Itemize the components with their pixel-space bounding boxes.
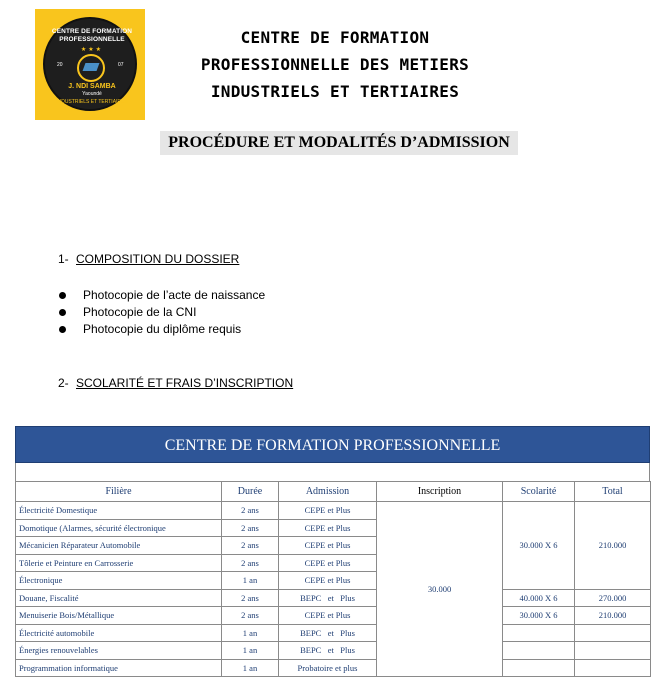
cell-inscription: 30.000	[377, 502, 503, 677]
logo-arc-bottom: INDUSTRIELS ET TERTIAIRES	[56, 99, 128, 105]
table-row	[16, 659, 651, 677]
page-title	[150, 24, 520, 105]
cell-duree: 1 an	[222, 624, 279, 642]
col-filiere: Filière	[16, 482, 222, 502]
table-spacer	[15, 463, 650, 481]
cell-admission: CEPE et Plus	[279, 519, 377, 537]
list-item: Photocopie de la CNI	[58, 304, 265, 321]
cell-admission: BEPC et Plus	[279, 589, 377, 607]
col-total: Total	[575, 482, 651, 502]
cell-scolarite	[503, 659, 575, 677]
cell-duree: 2 ans	[222, 554, 279, 572]
cell-duree: 2 ans	[222, 519, 279, 537]
cell-duree: 1 an	[222, 659, 279, 677]
cell-admission: CEPE et Plus	[279, 572, 377, 590]
cell-duree: 2 ans	[222, 502, 279, 520]
cell-filiere: Douane, Fiscalité	[16, 589, 222, 607]
cell-duree: 1 an	[222, 642, 279, 660]
cell-total	[575, 642, 651, 660]
cell-filiere: Électricité Domestique	[16, 502, 222, 520]
cell-admission: CEPE et Plus	[279, 554, 377, 572]
table-row	[16, 589, 651, 607]
logo-city: Yaoundé	[82, 91, 102, 97]
logo-year-right: 07	[118, 62, 124, 68]
table-row	[16, 607, 651, 625]
cell-filiere: Électronique	[16, 572, 222, 590]
cell-total	[575, 659, 651, 677]
table-row	[16, 642, 651, 660]
title-line-1: CENTRE DE FORMATION	[240, 28, 430, 47]
logo-top-text: CENTRE DE FORMATION PROFESSIONNELLE	[51, 28, 133, 43]
cell-admission: BEPC et Plus	[279, 642, 377, 660]
cell-scolarite-group: 30.000 X 6	[503, 502, 575, 590]
cell-duree: 2 ans	[222, 607, 279, 625]
cell-duree: 2 ans	[222, 537, 279, 555]
graduation-cap-icon	[77, 54, 105, 82]
section-label: SCOLARITÉ ET FRAIS D’INSCRIPTION	[76, 376, 294, 390]
list-item: Photocopie de l’acte de naissance	[58, 287, 265, 304]
cell-total: 210.000	[575, 607, 651, 625]
logo-emblem	[43, 17, 137, 111]
cell-admission: CEPE et Plus	[279, 502, 377, 520]
cell-total: 270.000	[575, 589, 651, 607]
cell-filiere: Énergies renouvelables	[16, 642, 222, 660]
cell-filiere: Programmation informatique	[16, 659, 222, 677]
cell-filiere: Électricité automobile	[16, 624, 222, 642]
cell-scolarite	[503, 642, 575, 660]
cell-scolarite: 30.000 X 6	[503, 607, 575, 625]
section-heading-1	[58, 252, 239, 266]
table-header-row	[16, 482, 651, 502]
cell-duree: 2 ans	[222, 589, 279, 607]
fees-table	[15, 426, 650, 677]
section-heading-2	[58, 376, 293, 390]
list-item: Photocopie du diplôme requis	[58, 321, 265, 338]
logo-year-left: 20	[57, 62, 63, 68]
table-row	[16, 502, 651, 520]
cell-filiere: Domotique (Alarmes, sécurité électronique	[16, 519, 222, 537]
col-scolarite: Scolarité	[503, 482, 575, 502]
col-admission: Admission	[279, 482, 377, 502]
logo-name: J. NDI SAMBA	[68, 83, 116, 90]
fees-grid	[15, 481, 651, 677]
page-subtitle: PROCÉDURE ET MODALITÉS D’ADMISSION	[160, 131, 518, 155]
section-number: 1-	[58, 252, 69, 266]
cell-duree: 1 an	[222, 572, 279, 590]
cell-admission: BEPC et Plus	[279, 624, 377, 642]
cell-scolarite	[503, 624, 575, 642]
cell-total	[575, 624, 651, 642]
section-number: 2-	[58, 376, 69, 390]
section-label: COMPOSITION DU DOSSIER	[76, 252, 240, 266]
cell-filiere: Menuiserie Bois/Métallique	[16, 607, 222, 625]
cell-admission: Probatoire et plus	[279, 659, 377, 677]
table-title: CENTRE DE FORMATION PROFESSIONNELLE	[15, 426, 650, 463]
logo-stars-icon: ★★★	[80, 47, 104, 53]
school-logo	[35, 9, 145, 120]
cell-admission: CEPE et Plus	[279, 607, 377, 625]
cell-filiere: Tôlerie et Peinture en Carrosserie	[16, 554, 222, 572]
col-inscription: Inscription	[377, 482, 503, 502]
cell-admission: CEPE et Plus	[279, 537, 377, 555]
title-line-2: PROFESSIONNELLE DES METIERS	[200, 55, 470, 74]
col-duree: Durée	[222, 482, 279, 502]
cell-total-group: 210.000	[575, 502, 651, 590]
table-row	[16, 624, 651, 642]
title-line-3: INDUSTRIELS ET TERTIAIRES	[210, 82, 460, 101]
cell-filiere: Mécanicien Réparateur Automobile	[16, 537, 222, 555]
document-list	[58, 287, 265, 338]
cell-scolarite: 40.000 X 6	[503, 589, 575, 607]
